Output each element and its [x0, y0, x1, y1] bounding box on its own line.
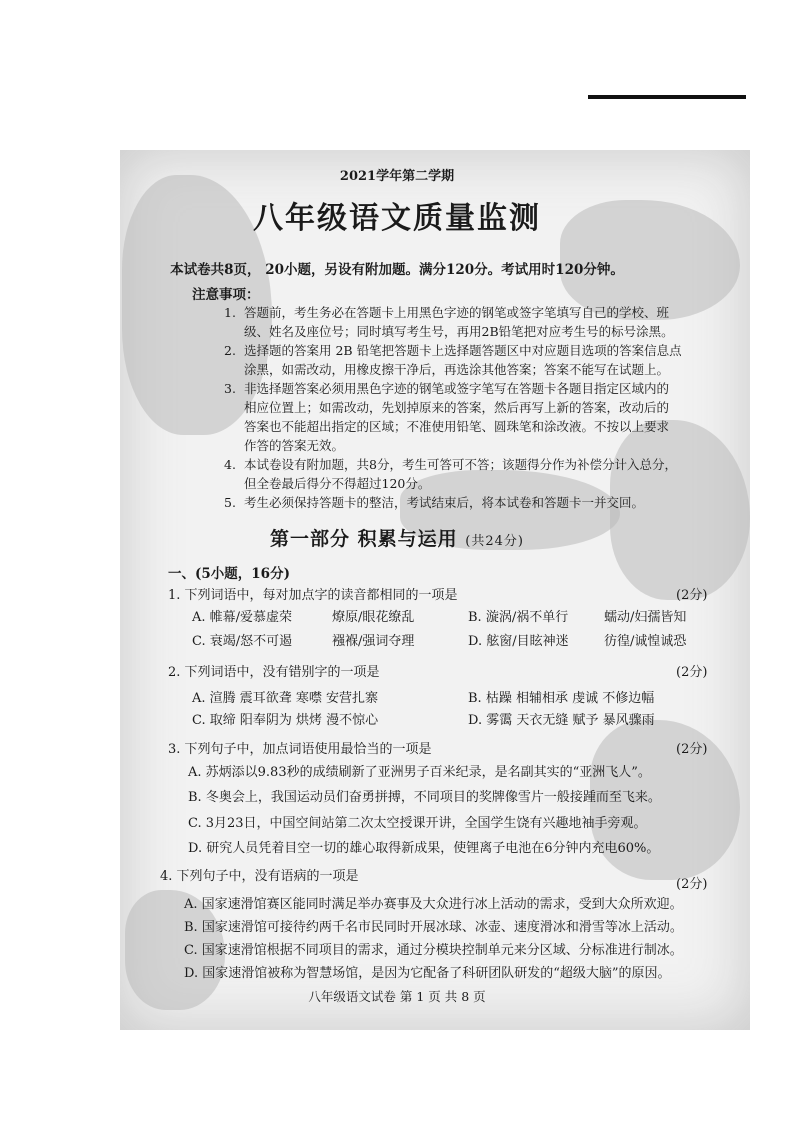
semester-label: 2021学年第二学期: [339, 169, 455, 184]
question-1-option-a: A. 帷幕/爱慕虚荣: [192, 610, 293, 625]
page-title: 八年级语文质量监测: [253, 201, 541, 236]
question-1-option-d: D. 舷窗/目眩神迷: [468, 634, 569, 649]
question-1-option-b-pair: 蠕动/妇孺皆知: [604, 610, 687, 625]
question-1-option-d-pair: 彷徨/诚惶诚恐: [604, 634, 687, 649]
note-number: 5.: [224, 495, 236, 510]
note-number: 2.: [224, 343, 236, 358]
question-4-option-d: D. 国家速滑馆被称为智慧场馆，是因为它配备了科研团队研发的“超级大脑”的原因。: [184, 966, 671, 981]
section-heading: 一、(5小题，16分): [168, 566, 290, 582]
note-line: 相应位置上；如需改动，先划掉原来的答案，然后再写上新的答案，改动后的: [244, 400, 670, 415]
note-line: 考生必须保持答题卡的整洁，考试结束后，将本试卷和答题卡一并交回。: [244, 495, 645, 510]
note-line: 但全卷最后得分不得超过120分。: [244, 476, 431, 491]
page-footer: 八年级语文试卷 第 1 页 共 8 页: [308, 989, 486, 1004]
question-2-stem: 2. 下列词语中，没有错别字的一项是: [168, 665, 380, 680]
scan-edge-bar: [588, 95, 746, 99]
note-line: 答案也不能超出指定的区域；不准使用铅笔、圆珠笔和涂改液。不按以上要求: [244, 419, 670, 434]
question-4-option-a: A. 国家速滑馆赛区能同时满足举办赛事及大众进行冰上活动的需求，受到大众所欢迎。: [184, 897, 683, 912]
note-line: 涂黑，如需改动，用橡皮擦干净后，再选涂其他答案；答案不能写在试题上。: [244, 362, 670, 377]
question-2-option-b: B. 枯躁 相辅相承 虔诚 不修边幅: [468, 691, 655, 706]
question-2-option-c: C. 取缔 阳奉阴为 烘烤 漫不惊心: [192, 713, 379, 728]
question-4-option-b: B. 国家速滑馆可接待约两千名市民同时开展冰球、冰壶、速度滑冰和滑雪等冰上活动。: [184, 920, 683, 935]
note-line: 级、姓名及座位号；同时填写考生号，再用2B铅笔把对应考生号的标号涂黑。: [244, 324, 674, 339]
question-3-stem: 3. 下列句子中，加点词语使用最恰当的一项是: [168, 742, 432, 757]
part-title-text: 第一部分 积累与运用: [270, 528, 458, 550]
part-points: (共24分): [465, 534, 524, 549]
question-4-stem: 4. 下列句子中，没有语病的一项是: [160, 869, 359, 884]
question-3-option-d: D. 研究人员凭着目空一切的雄心取得新成果，使锂离子电池在6分钟内充电60%。: [188, 841, 660, 856]
note-number: 1.: [224, 305, 236, 320]
question-1-option-a-pair: 燎原/眼花缭乱: [332, 610, 415, 625]
note-line: 选择题的答案用 2B 铅笔把答题卡上选择题答题区中对应题目选项的答案信息点: [244, 343, 682, 358]
question-3-score: (2分): [676, 742, 708, 757]
question-3-option-a: A. 苏炳添以9.83秒的成绩刷新了亚洲男子百米纪录，是名副其实的“亚洲飞人”。: [188, 765, 651, 780]
question-1-stem: 1. 下列词语中，每对加点字的读音都相同的一项是: [168, 588, 458, 603]
note-line: 作答的答案无效。: [244, 438, 345, 453]
question-2-option-d: D. 雾霭 天衣无缝 赋予 暴风骤雨: [468, 713, 655, 728]
question-3-option-b: B. 冬奥会上，我国运动员们奋勇拼搏，不同项目的奖牌像雪片一般接踵而至飞来。: [188, 790, 661, 805]
question-1-option-c-pair: 襁褓/强词夺理: [332, 634, 415, 649]
note-line: 非选择题答案必须用黑色字迹的钢笔或签字笔写在答题卡各题目指定区域内的: [244, 381, 670, 396]
question-4-score: (2分): [676, 877, 708, 892]
question-1-option-b: B. 漩涡/祸不单行: [468, 610, 569, 625]
part-title: [0, 524, 794, 551]
question-4-option-c: C. 国家速滑馆根据不同项目的需求，通过分模块控制单元来分区域、分标准进行制冰。: [184, 943, 683, 958]
exam-info: 本试卷共8页， 20小题，另设有附加题。满分120分。考试用时120分钟。: [170, 262, 624, 278]
note-number: 3.: [224, 381, 236, 396]
notes-title: 注意事项：: [192, 287, 260, 303]
question-3-option-c: C. 3月23日，中国空间站第二次太空授课开讲，全国学生饶有兴趣地袖手旁观。: [188, 816, 647, 831]
note-line: 答题前，考生务必在答题卡上用黑色字迹的钢笔或签字笔填写自己的学校、班: [244, 305, 670, 320]
question-2-option-a: A. 渲腾 震耳欲聋 寒噤 安营扎寨: [192, 691, 379, 706]
question-1-option-c: C. 衰竭/怒不可遏: [192, 634, 293, 649]
question-2-score: (2分): [676, 665, 708, 680]
note-number: 4.: [224, 457, 236, 472]
note-line: 本试卷设有附加题，共8分，考生可答可不答；该题得分作为补偿分计入总分，: [244, 457, 677, 472]
question-1-score: (2分): [676, 588, 708, 603]
